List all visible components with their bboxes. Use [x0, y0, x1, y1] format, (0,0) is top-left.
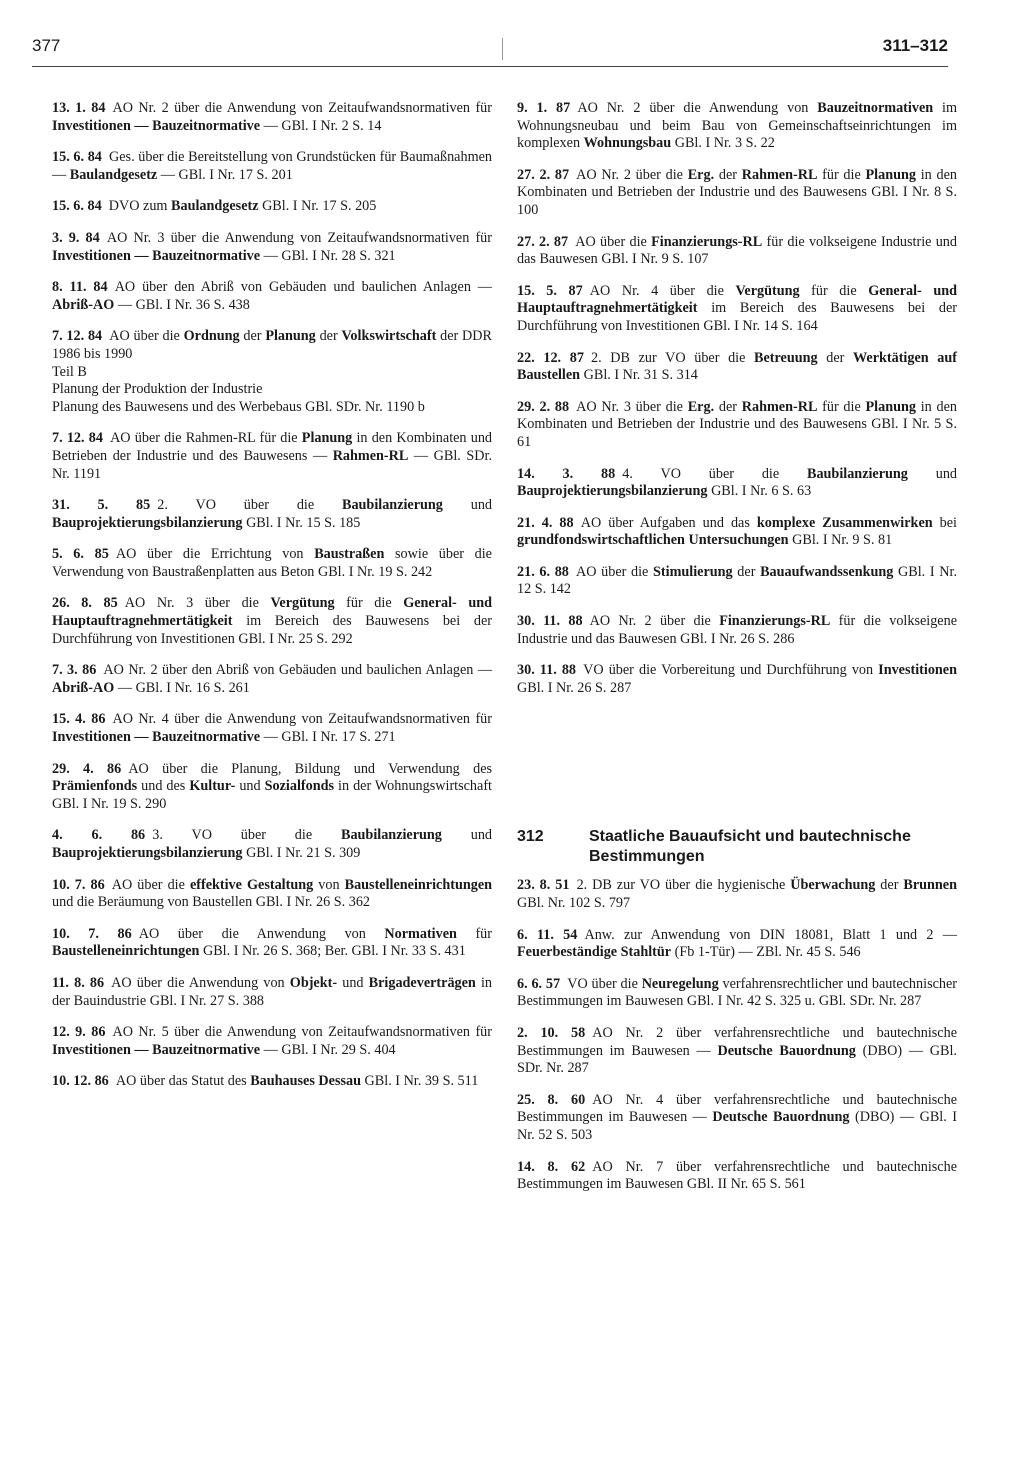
entry-keyword: Investitionen — Bauzeitnormative: [52, 117, 261, 134]
entry-text: der: [732, 563, 761, 580]
entry-text: AO Nr. 3 über die: [576, 398, 688, 415]
entry-date: 15. 5. 87: [517, 282, 583, 299]
entry-keyword: Wohnungsbau: [583, 135, 672, 152]
entry-text: und: [337, 974, 369, 991]
entry: [52, 595, 492, 648]
entry-text: AO Nr. 4 über verfahrensrechtliche und bautechnische Bestimmungen im Bauwesen —: [517, 1091, 957, 1126]
entry-date: 29. 2. 88: [517, 398, 570, 415]
right-entries: [517, 100, 957, 697]
entry-text: in der Wohnungswirtschaft GBl. I Nr. 19 S. 290: [52, 778, 492, 812]
entry-keyword: Rahmen-RL: [332, 447, 409, 464]
entry-date: 31. 5. 85: [52, 497, 151, 514]
entry: [52, 761, 492, 814]
entry-keyword: Investitionen — Bauzeitnormative: [52, 729, 261, 746]
entry-date: 9. 1. 87: [517, 100, 571, 116]
entry: [517, 515, 957, 550]
entry-keyword: Bauzeitnormativen: [817, 100, 934, 116]
entry: [52, 827, 492, 862]
entry-keyword: Brunnen: [903, 877, 957, 894]
entry-keyword: Überwachung: [790, 877, 876, 894]
entry-keyword: Planung: [865, 398, 916, 415]
entry-text: GBl. I Nr. 26 S. 368; Ber. GBl. I Nr. 33 S. 431: [199, 943, 466, 960]
right-column: [517, 100, 957, 1194]
entry-text: AO über Aufgaben und das: [580, 514, 757, 531]
entry: [52, 926, 492, 961]
entry-text: AO Nr. 2 über den Abriß von Gebäuden und baulichen Anlagen —: [103, 662, 493, 679]
entry-text: DVO zum: [108, 198, 172, 215]
entry-text: AO über die Errichtung von: [115, 546, 315, 563]
entry-date: 29. 4. 86: [52, 760, 122, 777]
entry-text: — GBl. I Nr. 16 S. 261: [114, 679, 250, 696]
entry-text: 2. DB zur VO über die: [591, 349, 755, 366]
page-number: 377: [32, 36, 61, 55]
entry: [517, 283, 957, 336]
entry-date: 26. 8. 85: [52, 595, 118, 612]
entry-text: — GBl. I Nr. 28 S. 321: [260, 247, 396, 264]
entry: [517, 466, 957, 501]
left-column: [52, 100, 492, 1091]
entry-date: 10. 12. 86: [52, 1073, 109, 1090]
entry-date: 30. 11. 88: [517, 662, 577, 679]
entry-keyword: Deutsche Bauordnung: [717, 1042, 856, 1059]
entry-keyword: Baubilanzierung: [341, 497, 443, 514]
entry-date: 30. 11. 88: [517, 613, 583, 630]
entry-text: AO über die: [575, 233, 652, 250]
entry-text: GBl. I Nr. 39 S. 511: [361, 1073, 479, 1090]
entry: [517, 1092, 957, 1145]
entry-text: GBl. I Nr. 9 S. 81: [788, 532, 893, 549]
entry: [52, 149, 492, 184]
entry-keyword: Baustelleneinrichtungen: [344, 876, 493, 893]
entry-keyword: Baulandgesetz: [171, 198, 259, 215]
entry-text: AO Nr. 2 über die: [576, 166, 688, 183]
entry-text: AO Nr. 2 über verfahrensrechtliche und bautechnische Bestimmungen im Bauwesen —: [517, 1025, 957, 1059]
entry: [517, 927, 957, 962]
entry-text: GBl. I Nr. 26 S. 287: [517, 679, 632, 696]
entry-text: 3. VO über die: [152, 827, 341, 844]
entry-keyword: Rahmen-RL: [741, 166, 818, 183]
entry-text: GBl. I Nr. 17 S. 205: [258, 198, 377, 215]
entry-keyword: Baustraßen: [314, 546, 385, 563]
entry-keyword: Abriß-AO: [52, 296, 115, 313]
entry-text: in den Kombinaten und Betrieben der Industrie und des Bauwesens —: [52, 430, 493, 464]
section-number: 312: [517, 828, 544, 846]
entry-date: 13. 1. 84: [52, 100, 106, 116]
entry-keyword: Objekt-: [289, 974, 338, 991]
entry-keyword: Erg.: [687, 398, 715, 415]
entry-text: sowie über die Verwendung von Baustraßenplatten aus Beton GBl. I Nr. 19 S. 242: [52, 546, 492, 580]
entry: [52, 877, 492, 912]
entry-text: für die: [817, 166, 866, 183]
entry-keyword: Baubilanzierung: [806, 465, 908, 482]
entry-text: der: [239, 328, 266, 345]
entry: [52, 1024, 492, 1059]
entry-text: — GBl. I Nr. 17 S. 201: [157, 166, 293, 183]
entry-text: AO Nr. 5 über die Anwendung von Zeitaufwandsnormativen für: [112, 1024, 492, 1041]
entry: [52, 100, 492, 135]
entry-date: 23. 8. 51: [517, 877, 570, 894]
entry-keyword: Vergütung: [735, 282, 800, 299]
entry-date: 6. 11. 54: [517, 926, 578, 943]
entry-keyword: Bauhauses Dessau: [250, 1073, 361, 1090]
entry-text: (DBO) — GBl. I Nr. 52 S. 503: [517, 1109, 957, 1143]
entry-keyword: Baulandgesetz: [69, 166, 158, 183]
entry: [517, 613, 957, 648]
entry-keyword: General- und Hauptauftragnehmertätigkeit: [517, 282, 957, 317]
entry-text: 4. VO über die: [622, 465, 807, 482]
entry-keyword: Investitionen — Bauzeitnormative: [52, 1041, 261, 1058]
entry: [517, 1025, 957, 1078]
section-312-heading: [517, 827, 957, 867]
entry: [517, 350, 957, 385]
entry-text: AO Nr. 7 über verfahrensrechtliche und bautechnische Bestimmungen im Bauwesen GBl. II Nr. 65 S. 561: [517, 1158, 957, 1193]
entry-text: GBl. Nr. 102 S. 797: [517, 895, 631, 912]
entry-keyword: Neuregelung: [641, 975, 719, 992]
entry-text: AO über die Planung, Bildung und Verwendung des: [128, 760, 493, 777]
entry-text: der: [315, 328, 342, 345]
entry-keyword: Deutsche Bauordnung: [712, 1109, 850, 1126]
entry-date: 22. 12. 87: [517, 349, 584, 366]
entry: [517, 877, 957, 912]
entry-text: — GBl. I Nr. 17 S. 271: [260, 729, 396, 746]
entry: [52, 497, 492, 532]
entry-date: 14. 3. 88: [517, 465, 616, 482]
entry-date: 7. 12. 84: [52, 430, 103, 447]
entry-keyword: Bauprojektierungsbilanzierung: [52, 845, 243, 861]
entry-keyword: Finanzierungs-RL: [719, 613, 831, 630]
entry-date: 3. 9. 84: [52, 229, 100, 246]
section-title: Staatliche Bauaufsicht und bautechnische Bestimmungen: [589, 828, 911, 866]
entry-date: 8. 11. 84: [52, 279, 108, 296]
entry-text: AO über den Abriß von Gebäuden und baulichen Anlagen —: [114, 279, 492, 296]
entry-text: GBl. I Nr. 12 S. 142: [517, 563, 957, 598]
header-tick: [502, 38, 503, 60]
entry-date: 6. 6. 57: [517, 975, 561, 992]
entry-date: 27. 2. 87: [517, 233, 569, 250]
entry-text: im Wohnungsneubau und beim Bau von Gemeinschaftseinrichtungen im komplexen: [517, 100, 958, 152]
entry-text: AO über die Anwendung von: [111, 974, 290, 991]
entry-text: der DDR 1986 bis 1990 Teil B Planung der Produktion der Industrie Planung des Bauwesens und des Werbebaus GBl. SDr. Nr. 1190 b: [52, 328, 492, 415]
entry-keyword: Planung: [301, 430, 353, 447]
entry-text: AO Nr. 3 über die Anwendung von Zeitaufwandsnormativen für: [106, 229, 492, 246]
entry: [52, 711, 492, 746]
entry-text: AO über die Anwendung von: [138, 925, 385, 942]
entry-keyword: Bauprojektierungsbilanzierung: [52, 514, 243, 531]
entry-text: der: [875, 877, 904, 894]
entry-text: in der Bauindustrie GBl. I Nr. 27 S. 388: [52, 974, 493, 1009]
entry-text: AO über die: [575, 563, 654, 580]
entry-keyword: General- und Hauptauftragnehmertätigkeit: [52, 595, 492, 630]
entry-date: 2. 10. 58: [517, 1025, 586, 1041]
entry: [517, 976, 957, 1011]
entry-text: — GBl. I Nr. 29 S. 404: [260, 1041, 396, 1058]
entry-keyword: Feuerbeständige Stahltür: [517, 944, 672, 961]
entry: [517, 100, 957, 153]
entry-date: 10. 7. 86: [52, 876, 105, 893]
entry-text: — GBl. I Nr. 2 S. 14: [260, 117, 382, 134]
entry-text: und die Beräumung von Baustellen GBl. I Nr. 26 S. 362: [52, 894, 371, 911]
entry: [52, 546, 492, 581]
entry-text: 2. DB zur VO über die hygienische: [576, 877, 791, 894]
entry: [52, 430, 492, 483]
entry-text: AO Nr. 2 über die Anwendung von Zeitaufwandsnormativen für: [112, 100, 492, 116]
entry-text: der: [714, 166, 742, 183]
entry: [517, 167, 957, 220]
entry-date: 15. 6. 84: [52, 149, 102, 166]
entry-text: für die: [334, 595, 404, 612]
entry-text: (DBO) — GBl. SDr. Nr. 287: [517, 1042, 957, 1077]
entry: [52, 198, 492, 216]
entry-text: der: [817, 349, 853, 366]
entry-text: für die volkseigene Industrie und das Bauwesen GBl. I Nr. 9 S. 107: [517, 233, 957, 268]
section-312-entries: [517, 877, 957, 1193]
entry-keyword: Ordnung: [183, 328, 240, 345]
entry-text: AO Nr. 4 über die Anwendung von Zeitaufwandsnormativen für: [112, 711, 492, 728]
entry-date: 7. 12. 84: [52, 328, 103, 345]
entry-date: 15. 4. 86: [52, 711, 106, 728]
entry-text: 2. VO über die: [157, 497, 342, 514]
entry-keyword: Brigadeverträgen: [368, 974, 476, 991]
entry-keyword: Betreuung: [754, 349, 818, 366]
entry-keyword: Bauprojektierungsbilanzierung: [517, 483, 708, 500]
entry-text: VO über die: [567, 975, 642, 992]
entry-text: AO Nr. 4 über die: [589, 282, 736, 299]
entry: [517, 564, 957, 599]
entry-keyword: Erg.: [687, 166, 715, 183]
entry-date: 15. 6. 84: [52, 198, 102, 215]
entry-keyword: Baustelleneinrichtungen: [52, 943, 200, 960]
entry-text: für: [456, 925, 492, 942]
entry: [52, 1073, 492, 1091]
entry-text: AO Nr. 3 über die: [124, 595, 271, 612]
entry-text: im Bereich des Bauwesens bei der Durchführung von Investitionen GBl. I Nr. 14 S. 164: [517, 300, 957, 334]
entry-text: und des: [137, 778, 190, 795]
entry: [52, 662, 492, 697]
entry-keyword: Volkswirtschaft: [341, 328, 437, 345]
entry-date: 25. 8. 60: [517, 1091, 586, 1108]
entry: [517, 399, 957, 452]
entry-text: der: [714, 398, 742, 415]
entry-keyword: Planung: [865, 166, 916, 183]
entry-keyword: Planung: [265, 328, 316, 345]
entry-keyword: effektive Gestaltung: [189, 876, 314, 893]
entry-text: bei: [932, 514, 958, 531]
entry-text: und: [907, 465, 958, 482]
entry-text: Anw. zur Anwendung von DIN 18081, Blatt 1 und 2 —: [584, 926, 957, 943]
entry: [52, 328, 492, 416]
entry-text: AO Nr. 2 über die: [589, 613, 720, 630]
entry-text: — GBl. SDr. Nr. 1191: [52, 447, 492, 482]
entry-text: verfahrensrechtlicher und bautechnischer Bestimmungen im Bauwesen GBl. I Nr. 42 S. 325 u. GBl. SDr. Nr. 287: [517, 975, 957, 1010]
entry: [517, 234, 957, 269]
entry-text: AO über die: [111, 876, 190, 893]
entry-text: von: [313, 876, 345, 893]
entry-text: GBl. I Nr. 3 S. 22: [671, 135, 775, 152]
entry-keyword: Rahmen-RL: [741, 398, 818, 415]
entry-date: 27. 2. 87: [517, 166, 570, 183]
entry-text: für die: [817, 398, 866, 415]
entry-text: und: [441, 827, 493, 844]
entry-text: in den Kombinaten und Betrieben der Industrie und des Bauwesens GBl. I Nr. 5 S. 61: [517, 398, 957, 450]
entry-text: VO über die Vorbereitung und Durchführung von: [583, 662, 879, 679]
entry-date: 4. 6. 86: [52, 827, 146, 844]
section-range: 311–312: [882, 36, 948, 55]
entry-date: 12. 9. 86: [52, 1024, 106, 1041]
entry-text: in den Kombinaten und Betrieben der Industrie und des Bauwesens GBl. I Nr. 8 S. 100: [517, 166, 957, 218]
entry-text: GBl. I Nr. 21 S. 309: [242, 845, 361, 861]
entry-text: AO Nr. 2 über die Anwendung von: [577, 100, 818, 116]
entry-text: GBl. I Nr. 31 S. 314: [580, 367, 698, 384]
entry-text: für die volkseigene Industrie und das Bauwesen GBl. I Nr. 26 S. 286: [517, 613, 957, 647]
entry-keyword: Abriß-AO: [52, 679, 115, 696]
entry: [52, 230, 492, 265]
entry-text: im Bereich des Bauwesens bei der Durchführung von Investitionen GBl. I Nr. 25 S. 292: [52, 613, 492, 647]
entry-text: GBl. I Nr. 6 S. 63: [707, 483, 812, 500]
entry-keyword: Prämienfonds: [52, 778, 138, 795]
entry: [517, 1159, 957, 1194]
entry-keyword: Investitionen: [878, 662, 957, 679]
entry-keyword: grundfondswirtschaftlichen Untersuchungen: [517, 532, 789, 549]
entry-date: 14. 8. 62: [517, 1158, 586, 1175]
entry-date: 11. 8. 86: [52, 974, 105, 991]
entry: [517, 662, 957, 697]
entry-text: und: [442, 497, 493, 514]
entry-keyword: Sozialfonds: [264, 778, 335, 795]
entry: [52, 975, 492, 1010]
header-rule: [32, 66, 948, 67]
entry-text: AO über die Rahmen-RL für die: [110, 430, 302, 447]
entry-keyword: Baubilanzierung: [340, 827, 442, 844]
entry-date: 7. 3. 86: [52, 662, 97, 679]
entry-keyword: Kultur-: [189, 778, 236, 795]
entry-text: Ges. über die Bereitstellung von Grundstücken für Baumaßnahmen —: [52, 149, 493, 183]
entry-text: für die: [799, 282, 869, 299]
entry-keyword: Werktätigen auf Baustellen: [517, 349, 957, 384]
entry-text: AO über das Statut des: [115, 1073, 251, 1090]
entry-keyword: Normativen: [384, 925, 457, 942]
entry-keyword: Finanzierungs-RL: [651, 233, 763, 250]
entry-keyword: komplexe Zusammenwirken: [756, 514, 933, 531]
entry-text: — GBl. I Nr. 36 S. 438: [114, 296, 250, 313]
entry-date: 10. 7. 86: [52, 925, 132, 942]
entry-date: 21. 4. 88: [517, 514, 574, 531]
entry-text: GBl. I Nr. 15 S. 185: [242, 514, 361, 531]
entry: [52, 279, 492, 314]
entry-keyword: Vergütung: [270, 595, 335, 612]
entry-keyword: Stimulierung: [653, 563, 733, 580]
entry-text: AO über die: [109, 328, 184, 345]
entry-text: (Fb 1-Tür) — ZBl. Nr. 45 S. 546: [671, 944, 861, 961]
entry-text: und: [235, 778, 265, 795]
entry-keyword: Bauaufwandssenkung: [760, 563, 894, 580]
entry-date: 5. 6. 85: [52, 546, 109, 563]
entry-date: 21. 6. 88: [517, 563, 569, 580]
entry-keyword: Investitionen — Bauzeitnormative: [52, 247, 261, 264]
